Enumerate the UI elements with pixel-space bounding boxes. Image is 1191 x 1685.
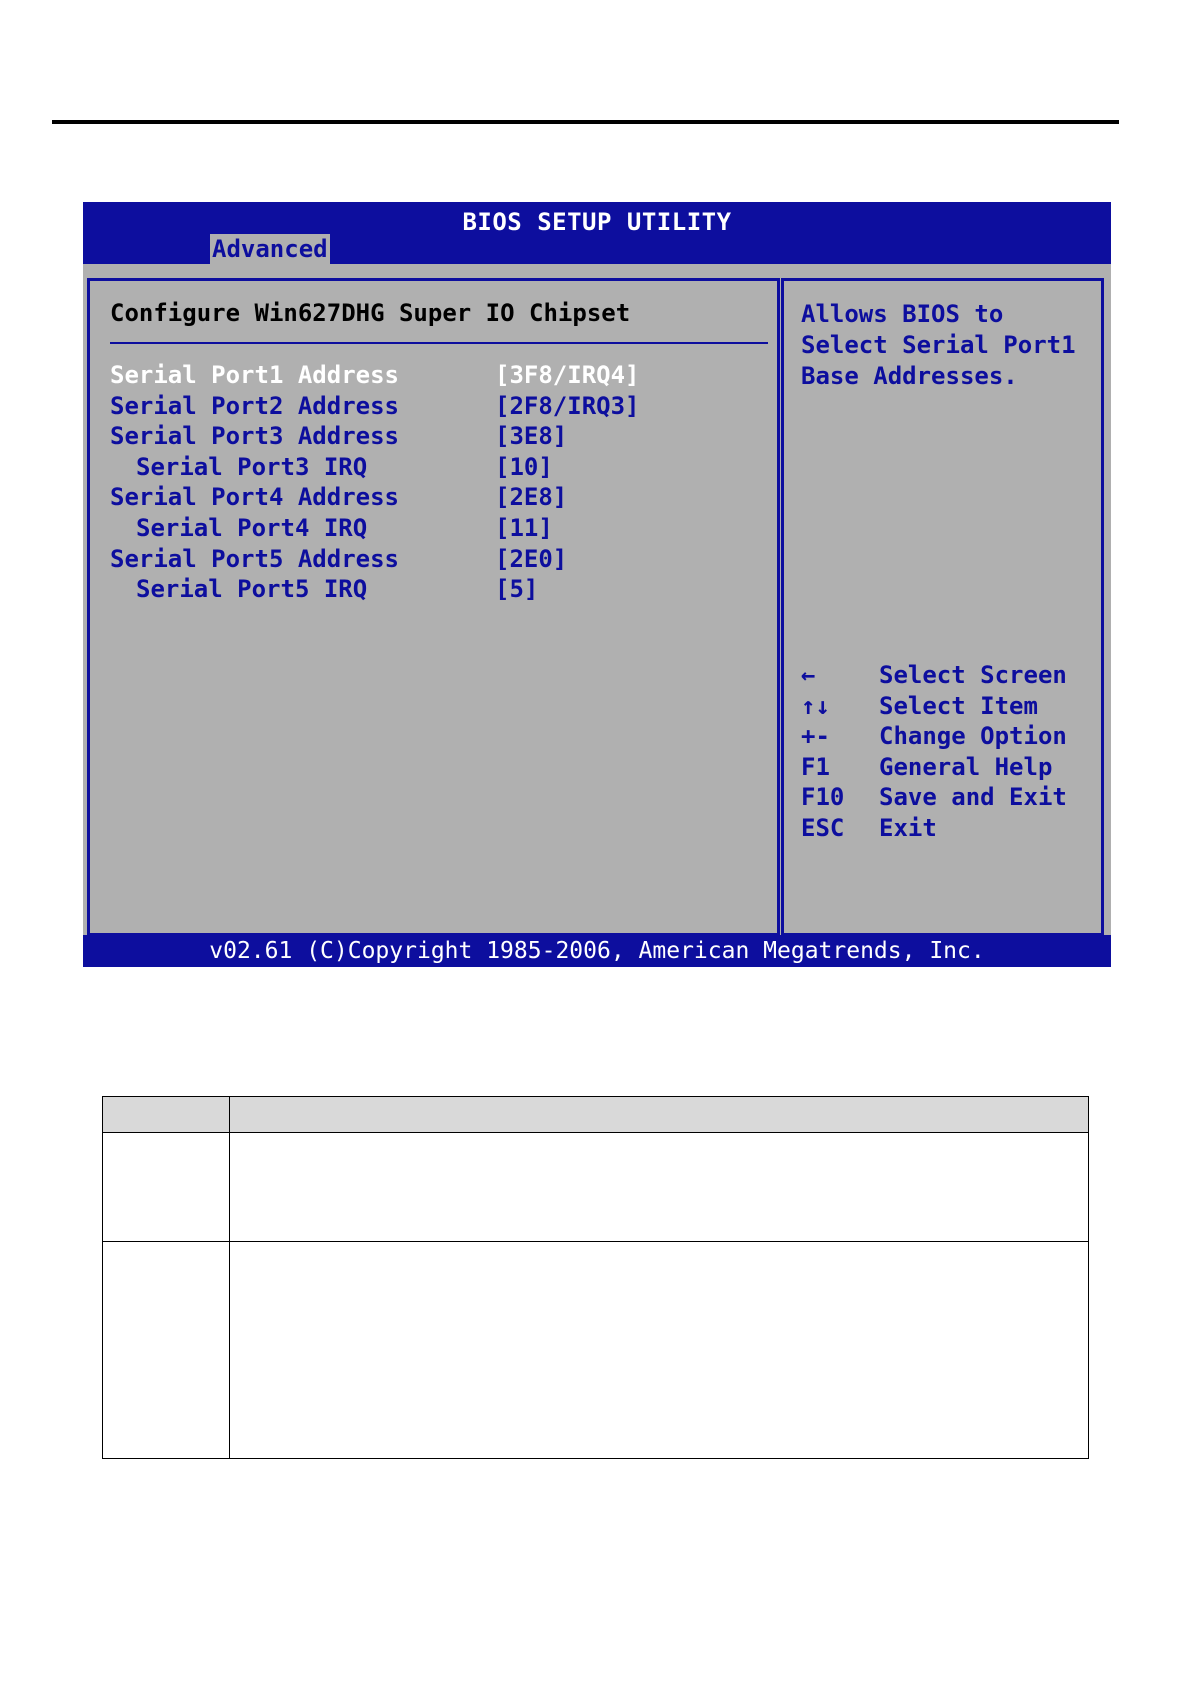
key-description: Save and Exit	[879, 783, 1067, 811]
table-cell	[103, 1242, 230, 1459]
setting-row[interactable]	[90, 422, 780, 452]
setting-row[interactable]	[90, 483, 780, 513]
key-legend-row	[801, 692, 1101, 723]
table-header-row	[103, 1097, 1089, 1133]
key-name: ↑↓	[801, 691, 830, 720]
bios-header	[83, 202, 1111, 264]
table-row	[103, 1133, 1089, 1242]
settings-pane	[87, 278, 780, 936]
table-header-cell	[230, 1097, 1089, 1133]
bios-title: BIOS SETUP UTILITY	[462, 208, 732, 236]
page-top-rule	[52, 120, 1119, 124]
help-text: Allows BIOS to Select Serial Port1 Base Addresses.	[801, 300, 1076, 390]
setting-label: Serial Port5 IRQ	[136, 575, 368, 604]
setting-label: Serial Port1 Address	[110, 361, 399, 389]
setting-row[interactable]	[90, 392, 780, 422]
setting-value[interactable]: [11]	[495, 514, 553, 542]
bios-screen	[83, 202, 1111, 967]
setting-value[interactable]: [2F8/IRQ3]	[495, 391, 640, 420]
key-legend-row	[801, 661, 1101, 692]
key-description: Select Screen	[879, 661, 1067, 689]
key-name: F1	[801, 752, 830, 781]
key-name: ESC	[801, 813, 845, 842]
table-cell	[103, 1133, 230, 1242]
setting-value[interactable]: [2E8]	[495, 483, 568, 512]
tab-advanced[interactable]: Advanced	[212, 235, 328, 263]
table-row	[103, 1242, 1089, 1459]
setting-value[interactable]: [10]	[495, 452, 553, 481]
table-cell	[230, 1133, 1089, 1242]
setting-value[interactable]: [3E8]	[495, 422, 568, 451]
section-divider	[110, 342, 768, 344]
bios-footer: v02.61 (C)Copyright 1985-2006, American Megatrends, Inc.	[83, 935, 1111, 967]
key-name: F10	[801, 783, 845, 811]
setting-label: Serial Port3 Address	[110, 422, 399, 451]
table-cell	[230, 1242, 1089, 1459]
setting-row[interactable]	[90, 361, 780, 391]
section-title: Configure Win627DHG Super IO Chipset	[110, 299, 631, 327]
key-description: Select Item	[879, 691, 1038, 720]
key-name: ←	[801, 661, 816, 689]
key-description: Change Option	[879, 722, 1067, 750]
setting-value[interactable]: [2E0]	[495, 544, 568, 573]
setting-label: Serial Port2 Address	[110, 391, 399, 420]
description-table	[102, 1096, 1089, 1459]
setting-label: Serial Port3 IRQ	[136, 452, 368, 481]
key-name: +-	[801, 722, 830, 750]
setting-row[interactable]	[90, 545, 780, 575]
setting-value[interactable]: [3F8/IRQ4]	[495, 361, 640, 389]
key-description: Exit	[879, 813, 937, 842]
key-description: General Help	[879, 752, 1053, 781]
help-pane	[781, 278, 1104, 936]
key-legend-row	[801, 783, 1101, 814]
setting-row[interactable]	[90, 514, 780, 544]
setting-label: Serial Port4 Address	[110, 483, 399, 512]
setting-label: Serial Port5 Address	[110, 544, 399, 573]
key-legend-row	[801, 753, 1101, 784]
setting-row[interactable]	[90, 453, 780, 483]
key-legend-row	[801, 722, 1101, 753]
setting-value[interactable]: [5]	[495, 575, 539, 604]
table-header-cell	[103, 1097, 230, 1133]
key-legend-row	[801, 814, 1101, 845]
setting-label: Serial Port4 IRQ	[136, 514, 368, 542]
key-legend	[801, 661, 1101, 844]
setting-row[interactable]	[90, 575, 780, 605]
